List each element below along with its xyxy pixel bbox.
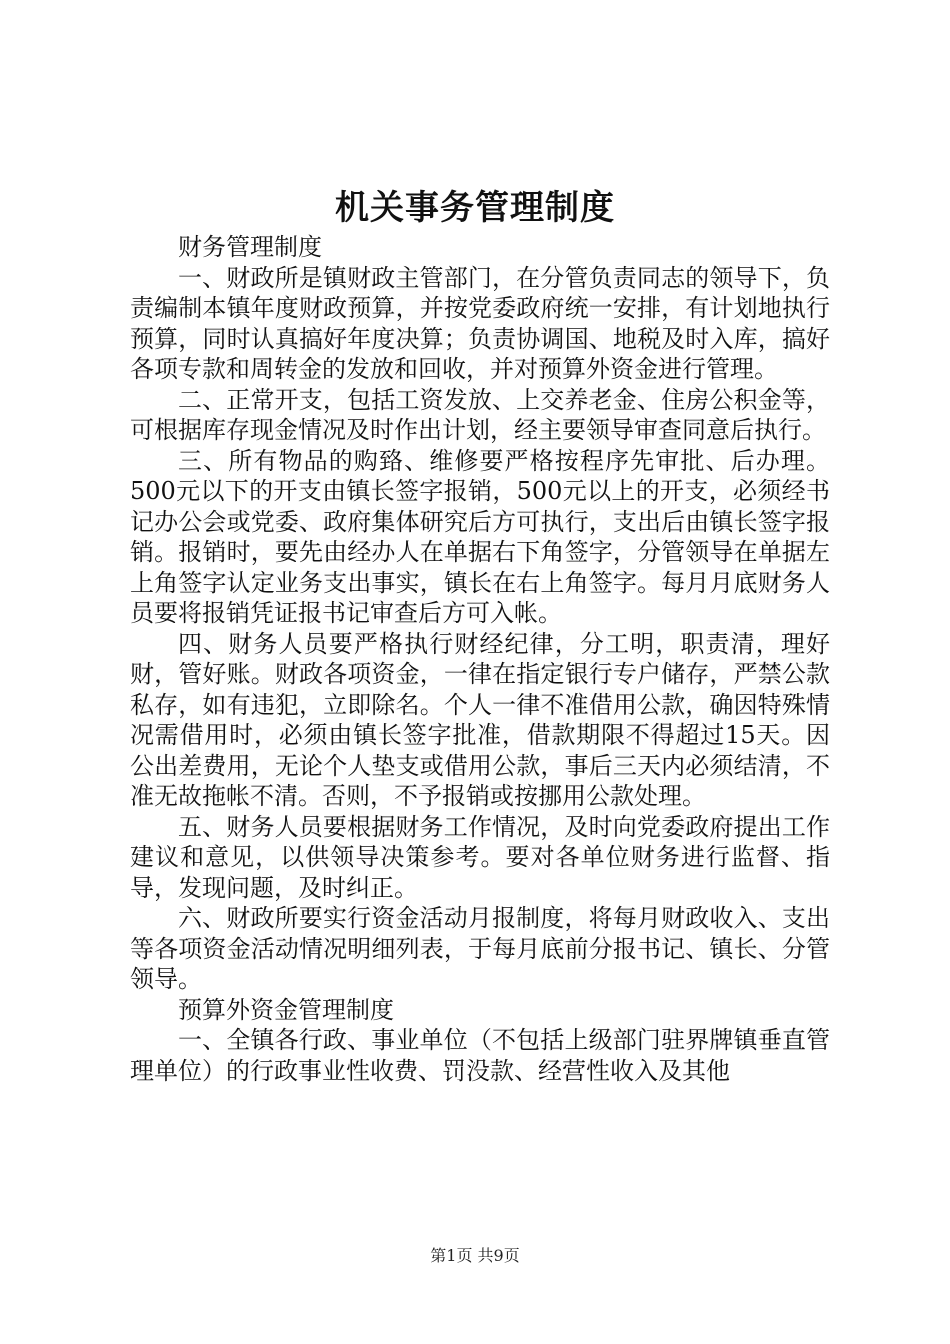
document-title: 机关事务管理制度 <box>335 188 615 228</box>
paragraph-4: 四、财务人员要严格执行财经纪律，分工明，职责清，理好财，管好账。财政各项资金，一律在指定银行专户储存，严禁公款私存，如有违犯，立即除名。个人一律不准借用公款，确因特殊情况需借用时，必须由镇长签字批准，借款期限不得超过15天。因公出差费用，无论个人垫支或借用公款，事后三天内必须结清，不准无故拖帐不清。否则，不予报销或按挪用公款处理。 <box>130 629 830 810</box>
paragraph-7: 一、全镇各行政、事业单位（不包括上级部门驻界牌镇垂直管理单位）的行政事业性收费、罚没款、经营性收入及其他 <box>130 1026 830 1085</box>
page-footer: 第1页 共9页 <box>430 1246 520 1265</box>
paragraph-6: 六、财政所要实行资金活动月报制度，将每月财政收入、支出等各项资金活动情况明细列表，于每月底前分报书记、镇长、分管领导。 <box>130 904 830 993</box>
paragraph-1: 一、财政所是镇财政主管部门，在分管负责同志的领导下，负责编制本镇年度财政预算，并按党委政府统一安排，有计划地执行预算，同时认真搞好年度决算；负责协调国、地税及时入库，搞好各项专款和周转金的发放和回收，并对预算外资金进行管理。 <box>130 263 830 383</box>
section-heading-finance: 财务管理制度 <box>178 233 322 261</box>
paragraph-3: 三、所有物品的购臵、维修要严格按程序先审批、后办理。500元以下的开支由镇长签字报销，500元以上的开支，必须经书记办公会或党委、政府集体研究后方可执行，支出后由镇长签字报销。报销时，要先由经办人在单据右下角签字，分管领导在单据左上角签字认定业务支出事实，镇长在右上角签字。每月月底财务人员要将报销凭证报书记审查后方可入帐。 <box>130 446 830 627</box>
section-heading-extra-budget: 预算外资金管理制度 <box>178 995 394 1024</box>
paragraph-5: 五、财务人员要根据财务工作情况，及时向党委政府提出工作建议和意见，以供领导决策参考。要对各单位财务进行监督、指导，发现问题，及时纠正。 <box>130 812 830 902</box>
document-body <box>130 232 830 1086</box>
paragraph-2: 二、正常开支，包括工资发放、上交养老金、住房公积金等，可根据库存现金情况及时作出计划，经主要领导审查同意后执行。 <box>130 385 830 444</box>
